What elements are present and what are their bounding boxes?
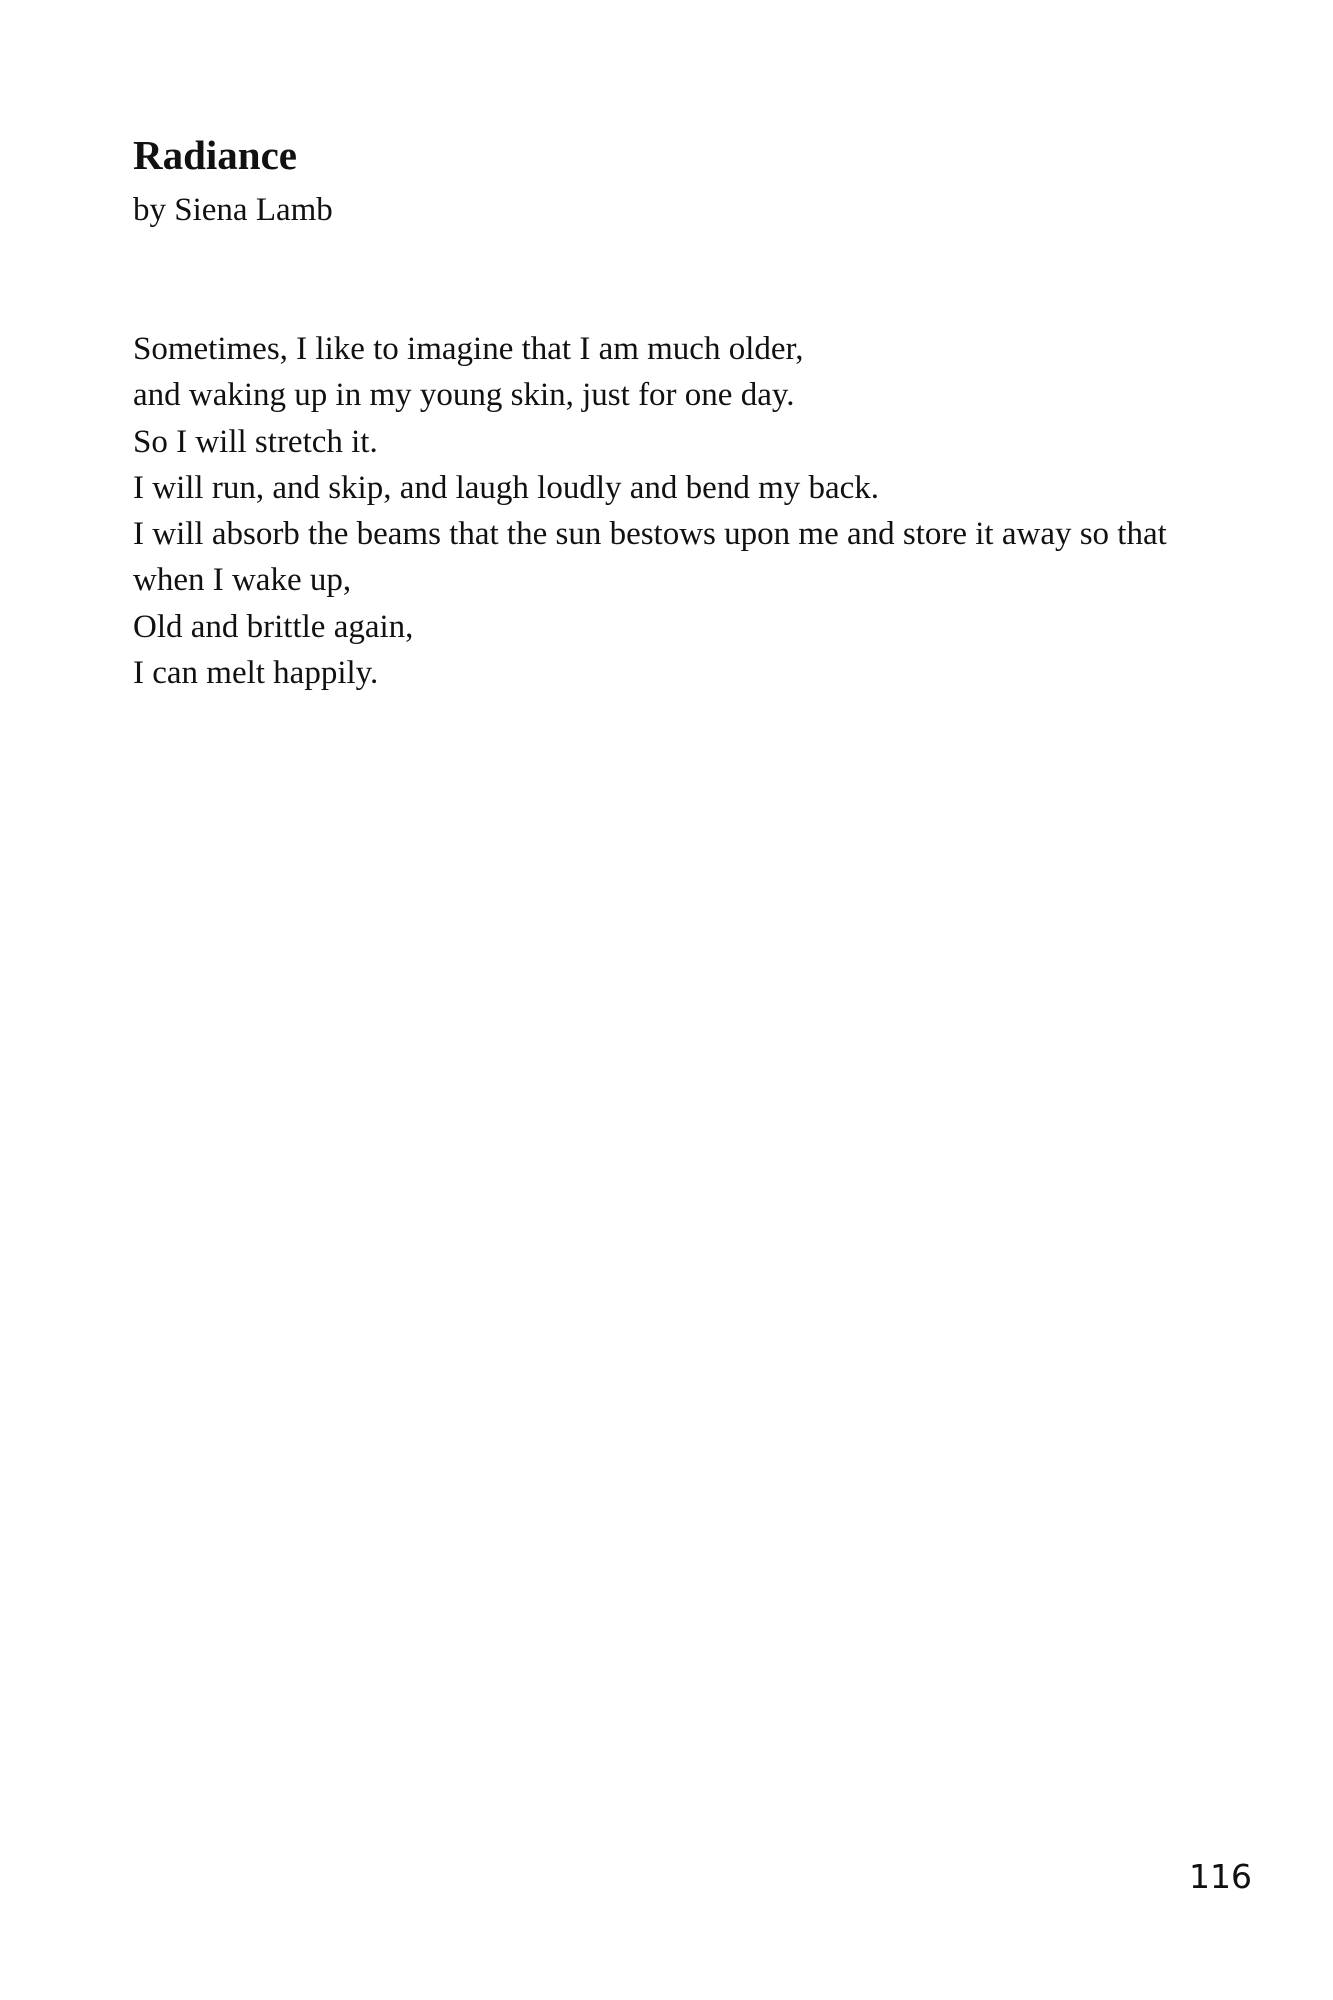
poem-line: I will run, and skip, and laugh loudly and bend my back. xyxy=(133,469,880,506)
poem-line: Sometimes, I like to imagine that I am much older, xyxy=(133,331,804,367)
poem-author: by Siena Lamb xyxy=(133,192,333,228)
poem-line: Old and brittle again, xyxy=(133,608,414,645)
poem-line: I will absorb the beams that the sun bestows upon me and store it away so that xyxy=(133,516,1167,553)
poem-line: and waking up in my young skin, just for one day. xyxy=(133,377,795,414)
poem-body xyxy=(133,326,1233,696)
poem-line: So I will stretch it. xyxy=(133,423,378,460)
poem-line: I can melt happily. xyxy=(133,655,379,692)
page-number: 116 xyxy=(1189,1857,1252,1896)
poem-title: Radiance xyxy=(133,132,297,178)
poem-line: when I wake up, xyxy=(133,562,352,599)
